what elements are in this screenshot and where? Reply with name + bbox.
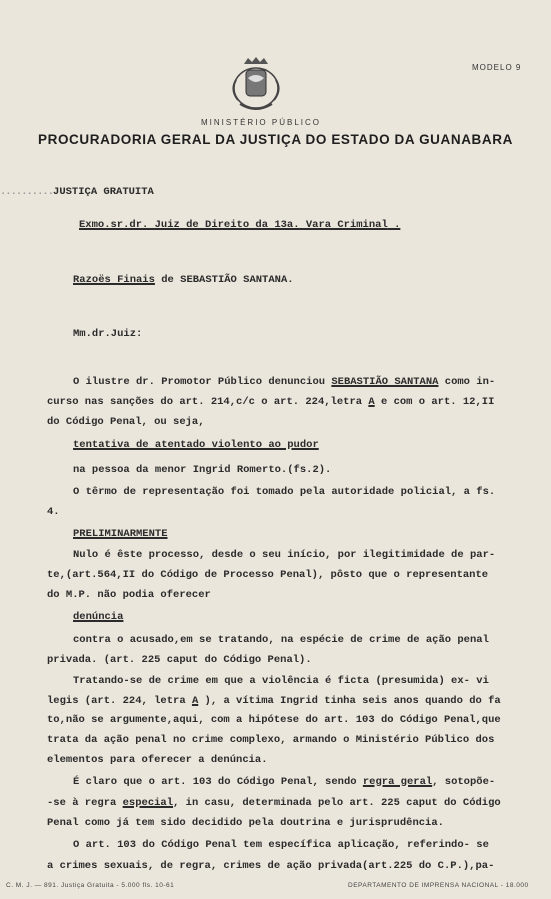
body-line: Tratando-se de crime em que a violência é ficta (presumida) ex- vi (73, 675, 489, 687)
salutation: Mm.dr.Juiz: (73, 328, 143, 340)
footer-right: DEPARTAMENTO DE IMPRENSA NACIONAL - 18.000 (348, 882, 529, 889)
body-line: Penal como já tem sido decidido pela doutrina e jurisprudência. (47, 817, 444, 829)
body-line: te,(art.564,II do Código de Processo Penal), pôsto que o representante (47, 569, 489, 581)
footer-left: C. M. J. — 891. Justiça Gratuita - 5.000 fls. 10-61 (6, 882, 175, 889)
body-line: na pessoa da menor Ingrid Romerto.(fs.2). (73, 464, 332, 476)
body-line: elementos para oferecer a denúncia. (47, 754, 268, 766)
body-line: do M.P. não podia oferecer (47, 589, 211, 601)
coat-of-arms-emblem (226, 56, 286, 116)
body-line: curso nas sanções do art. 214,c/c o art. 224,letra A e com o art. 12,II (47, 396, 495, 408)
razoes-line: Razoës Finais de SEBASTIÃO SANTANA. (73, 274, 294, 286)
addressee-line: Exmo.sr.dr. Juiz de Direito da 13a. Vara Criminal . (79, 219, 401, 231)
body-line: contra o acusado,em se tratando, na espécie de crime de ação penal (73, 634, 489, 646)
justica-gratuita-label: ..........JUSTIÇA GRATUITA (0, 186, 154, 198)
body-line: a crimes sexuais, de regra, crimes de ação privada(art.225 do C.P.),pa- (47, 860, 495, 872)
body-line: -se à regra especial, in casu, determinada pelo art. 225 caput do Código (47, 797, 501, 809)
organization-title: PROCURADORIA GERAL DA JUSTIÇA DO ESTADO DA GUANABARA (38, 132, 513, 147)
body-line: 4. (47, 506, 60, 518)
body-line: O têrmo de representação foi tomado pela autoridade policial, a fs. (73, 486, 496, 498)
body-line: legis (art. 224, letra A ), a vítima Ingrid tinha seis anos quando do fa (47, 695, 501, 707)
body-line: PRELIMINARMENTE (73, 528, 168, 540)
ministerio-label: MINISTÉRIO PÚBLICO (200, 118, 321, 127)
modelo-label: MODELO 9 (472, 63, 522, 72)
body-line: denúncia (73, 611, 124, 623)
body-line: to,não se argumente,aqui, com a hipótese do art. 103 do Código Penal,que (47, 714, 501, 726)
body-line: trata da ação penal no crime complexo, armando o Ministério Público dos (47, 734, 495, 746)
body-line: Nulo é êste processo, desde o seu início, por ilegitimidade de par- (73, 549, 496, 561)
body-line: O art. 103 do Código Penal tem específica aplicação, referindo- se (73, 839, 489, 851)
body-line: tentativa de atentado violento ao pudor (73, 439, 319, 451)
body-line: É claro que o art. 103 do Código Penal, sendo regra geral, sotopõe- (73, 776, 496, 788)
body-line: do Código Penal, ou seja, (47, 416, 205, 428)
body-line: O ilustre dr. Promotor Público denunciou SEBASTIÃO SANTANA como in- (73, 376, 496, 388)
body-line: privada. (art. 225 caput do Código Penal). (47, 654, 312, 666)
